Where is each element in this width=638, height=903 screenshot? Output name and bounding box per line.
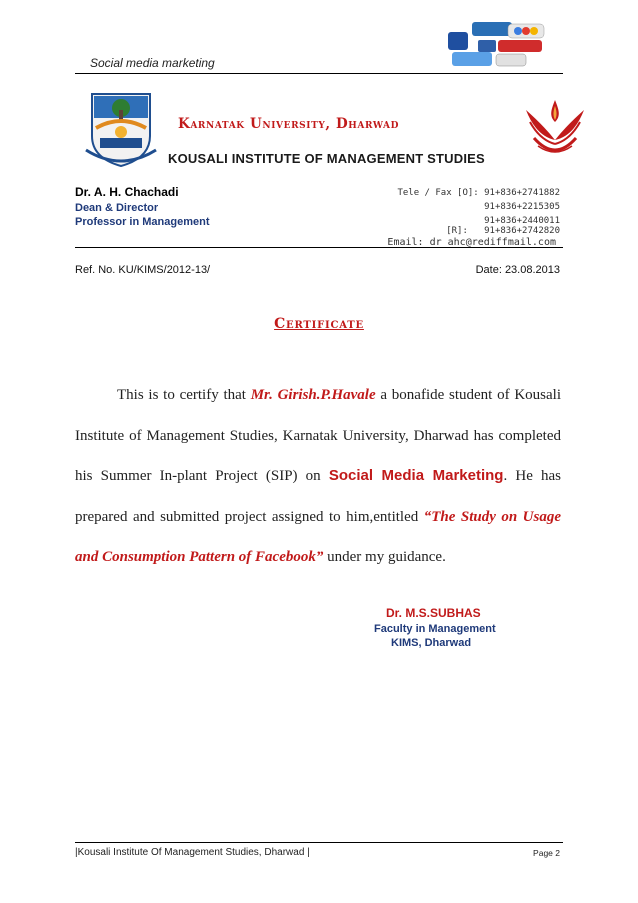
- body-text-1: This is to certify that: [117, 387, 251, 403]
- header-divider: [75, 73, 563, 74]
- certificate-title: Certificate: [274, 316, 364, 332]
- letter-date: Date: 23.08.2013: [475, 264, 560, 276]
- contact-phone-2: 91+836+2215305: [484, 202, 560, 212]
- body-text-3: . He has prepared and submitted project assigned to him,entitled: [75, 468, 561, 525]
- institute-name: KOUSALI INSTITUTE OF MANAGEMENT STUDIES: [168, 151, 485, 166]
- project-topic: Social Media Marketing: [328, 467, 504, 484]
- running-header-title: Social media marketing: [90, 56, 215, 70]
- contact-residence: [R]: 91+836+2742820: [446, 226, 560, 236]
- footer-institute: |Kousali Institute Of Management Studies, Dharwad |: [75, 847, 310, 858]
- student-name: Mr. Girish.P.Havale: [250, 387, 376, 403]
- contact-tele-fax: Tele / Fax [O]: 91+836+2741882: [397, 188, 560, 198]
- university-crest-icon: [82, 88, 160, 168]
- reference-number: Ref. No. KU/KIMS/2012-13/: [75, 264, 211, 276]
- signatory-name: Dr. M.S.SUBHAS: [386, 606, 481, 620]
- page-number: Page 2: [533, 848, 560, 858]
- project-title: “The Study on Usage and Consumption Pattern of Facebook”: [75, 508, 562, 565]
- body-text-2: a bonafide student of Kousali Institute of Management Studies, Karnatak University, Dharwad has completed his Summer In-plant Project (SIP) on: [75, 387, 562, 484]
- director-title: Dean & Director: [75, 202, 159, 214]
- letterhead-divider: [75, 247, 563, 248]
- contact-phone-3: 91+836+2440011: [484, 216, 560, 226]
- social-media-logos-icon: [438, 18, 558, 72]
- contact-email: Email: dr_ahc@rediffmail.com: [387, 237, 556, 248]
- footer-divider: [75, 842, 563, 843]
- signatory-place: KIMS, Dharwad: [391, 637, 472, 649]
- university-name: Karnatak University, Dharwad: [178, 116, 399, 132]
- director-name: Dr. A. H. Chachadi: [75, 185, 179, 199]
- certificate-body: [75, 375, 561, 578]
- kims-winged-emblem-icon: [520, 96, 590, 162]
- body-text-4: under my guidance.: [323, 549, 446, 565]
- signatory-role: Faculty in Management: [374, 623, 496, 635]
- director-designation: Professor in Management: [75, 216, 210, 228]
